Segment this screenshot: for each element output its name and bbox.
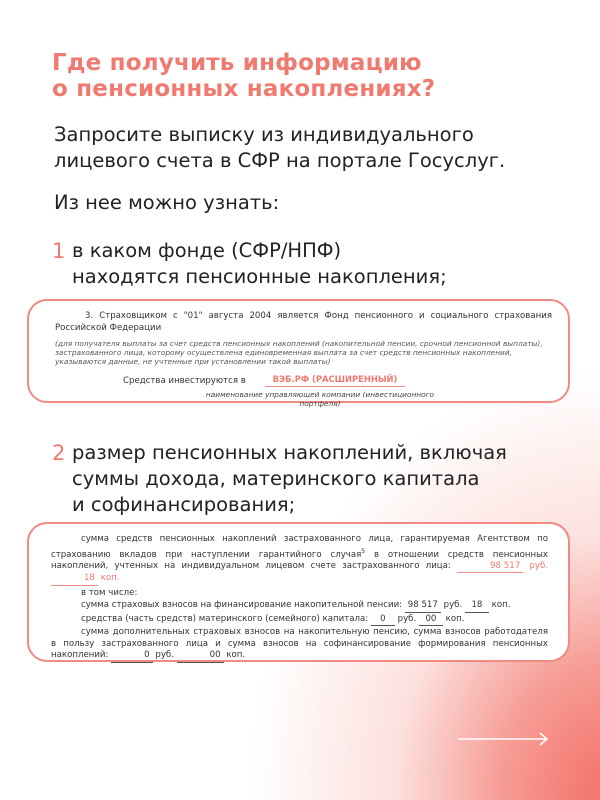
contrib-row: сумма страховых взносов на финансирование накопительной пенсии: 98 517 руб. 18 коп. — [51, 600, 548, 613]
item-text: в каком фонде (СФР/НПФ) находятся пенсионные накопления; — [72, 239, 447, 288]
invest-note: наименование управляющей компании (инвестиционного портфеля) — [205, 390, 435, 408]
extra-kop: 00 — [177, 650, 224, 663]
insurer-note: (для получателя выплаты за счет средств пенсионных накоплений (накопительной пенсии, срочной пенсионной выплаты), застрахованного лица, которому осуществлена единовременная выплата за счет средств пенсионных накоплений, указываются данные, не учтенные при установлении такой выплаты) — [55, 339, 543, 366]
maternity-kop: 00 — [419, 614, 443, 627]
guaranteed-kop: 18 — [51, 573, 98, 586]
item-number: 1 — [52, 239, 66, 263]
including-label: в том числе: — [81, 587, 138, 598]
extra-contrib-row: сумма дополнительных страховых взносов на накопительную пенсию, сумма взносов работодателя в пользу застрахованного лица и сумма взносов на софинансирование формирования пенсионных накоплений: 0 руб. 00 коп. — [51, 627, 548, 663]
statement-excerpt-fund — [27, 299, 570, 408]
footnote-mark: 5 — [361, 547, 366, 555]
maternity-rub: 0 — [371, 614, 395, 627]
contrib-kop: 18 — [465, 600, 489, 613]
invest-row — [55, 376, 552, 388]
maternity-row: средства (часть средств) материнского (семейного) капитала: 0 руб. 00 коп. — [51, 614, 548, 627]
guaranteed-amount-text: сумма средств пенсионных накоплений застрахованного лица, гарантируемая Агентством по страхованию вкладов при наступлении гарантийного случая$^5$ в отношении средств пенсионных накоплений, учтенных на индивидуальном лицевом счете застрахованного лица: 98 517 руб. 18 коп. — [51, 534, 548, 586]
subtitle: Запросите выписку из индивидуального лицевого счета в СФР на портале Госуслуг. — [54, 123, 506, 172]
lead-text: Из нее можно узнать: — [54, 191, 280, 214]
insurer-text: 3. Страховщиком с "01" августа 2004 является Фонд пенсионного и социального страхования Российской Федерации — [55, 311, 552, 333]
invest-label: Средства инвестируются в — [123, 376, 246, 386]
guaranteed-rub: 98 517 — [457, 561, 523, 574]
arrow-right-icon[interactable] — [458, 732, 550, 746]
item-number: 2 — [52, 441, 66, 465]
invest-value: ВЭБ.РФ (РАСШИРЕННЫЙ) — [265, 374, 405, 387]
page-title: Где получить информацию о пенсионных накоплениях? — [52, 50, 436, 102]
contrib-rub: 98 517 — [405, 600, 441, 613]
statement-excerpt-amounts — [27, 522, 570, 662]
extra-rub: 0 — [111, 650, 152, 663]
item-text: размер пенсионных накоплений, включая суммы дохода, материнского капитала и софинансирования; — [72, 441, 507, 516]
